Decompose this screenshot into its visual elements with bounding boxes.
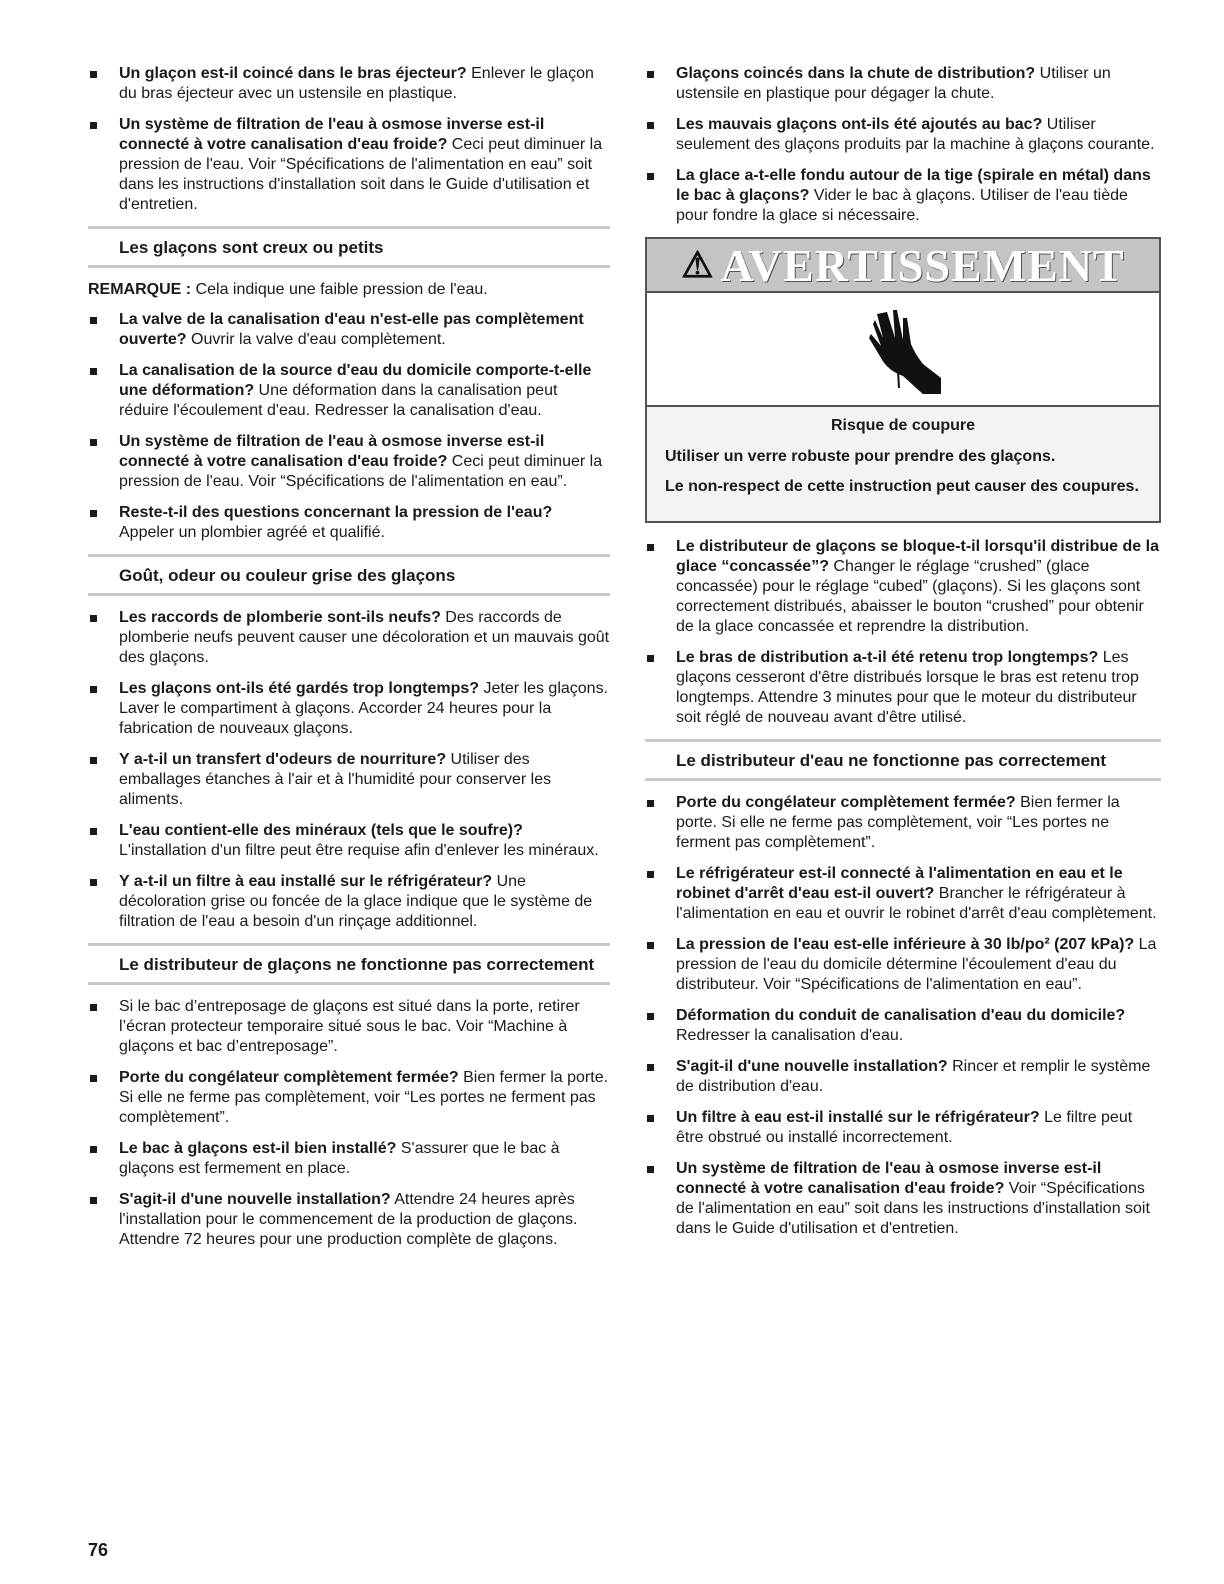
list-item: Porte du congélateur complètement fermée? Bien fermer la porte. Si elle ne ferme pas complètement, voir “Les portes ne ferment pas complètement”. xyxy=(645,793,1161,853)
list-item: Reste-t-il des questions concernant la pression de l'eau? Appeler un plombier agréé et qualifié. xyxy=(88,503,610,543)
warning-box xyxy=(645,237,1161,523)
warning-body xyxy=(647,407,1159,521)
list-item: L'eau contient-elle des minéraux (tels que le soufre)? L'installation d'un filtre peut être requise afin d'enlever les minéraux. xyxy=(88,821,610,861)
section2-list xyxy=(88,608,610,932)
note: REMARQUE : Cela indique une faible pression de l'eau. xyxy=(88,281,488,298)
warning-image xyxy=(647,291,1159,407)
list-item: S'agit-il d'une nouvelle installation? Rincer et remplir le système de distribution d'eau. xyxy=(645,1057,1161,1097)
left-column xyxy=(88,64,610,1261)
list-item: La pression de l'eau est-elle inférieure à 30 lb/po² (207 kPa)? La pression de l'eau du domicile détermine l'écoulement d'eau du distributeur. Voir “Spécifications de l'alimentation en eau”. xyxy=(645,935,1161,995)
list-item: Un glaçon est-il coincé dans le bras éjecteur? Enlever le glaçon du bras éjecteur avec un ustensile en plastique. xyxy=(88,64,610,104)
page-number: 76 xyxy=(88,1540,109,1560)
list-item: Les raccords de plomberie sont-ils neufs? Des raccords de plomberie neufs peuvent causer une décoloration et un mauvais goût des glaçons. xyxy=(88,608,610,668)
list-item: Le réfrigérateur est-il connecté à l'alimentation en eau et le robinet d'arrêt d'eau est-il ouvert? Brancher le réfrigérateur à l'alimentation en eau et ouvrir le robinet d'arrêt d'eau complètement. xyxy=(645,864,1161,924)
list-item: Déformation du conduit de canalisation d'eau du domicile? Redresser la canalisation d'eau. xyxy=(645,1006,1161,1046)
list-item: La valve de la canalisation d'eau n'est-elle pas complètement ouverte? Ouvrir la valve d'eau complètement. xyxy=(88,310,610,350)
list-item: S'agit-il d'une nouvelle installation? Attendre 24 heures après l'installation pour le commencement de la production de glaçons. Attendre 72 heures pour une production complète de glaçons. xyxy=(88,1190,610,1250)
list-item: Le bras de distribution a-t-il été retenu trop longtemps? Les glaçons cesseront d'être distribués lorsque le bras est retenu trop longtemps. Attendre 3 minutes pour que le moteur du distributeur soit réglé de nouveau avant d'être utilisé. xyxy=(645,648,1161,728)
list-item: Un système de filtration de l'eau à osmose inverse est-il connecté à votre canalisation d'eau froide? Ceci peut diminuer la pression de l'eau. Voir “Spécifications de l'alimentation en eau” soit dans les instructions d'installation soit dans le Guide d'utilisation et d'entretien. xyxy=(88,115,610,215)
list-item: Les mauvais glaçons ont-ils été ajoutés au bac? Utiliser seulement des glaçons produits par la machine à glaçons courante. xyxy=(645,115,1161,155)
warning-instruction: Utiliser un verre robuste pour prendre des glaçons. xyxy=(665,448,1056,465)
warning-title: AVERTISSEMENT xyxy=(720,239,1125,291)
list-item: La canalisation de la source d'eau du domicile comporte-t-elle une déformation? Une déformation dans la canalisation peut réduire l'écoulement d'eau. Redresser la canalisation d'eau. xyxy=(88,361,610,421)
warning-triangle-icon: ⚠ xyxy=(681,245,715,285)
list-item: Y a-t-il un filtre à eau installé sur le réfrigérateur? Une décoloration grise ou foncée de la glace indique que le système de filtration de l'eau a besoin d'un rinçage additionnel. xyxy=(88,872,610,932)
list-item: Y a-t-il un transfert d'odeurs de nourriture? Utiliser des emballages étanches à l'air et à l'humidité pour conserver les aliments. xyxy=(88,750,610,810)
section-header-water-dispenser: Le distributeur d'eau ne fonctionne pas correctement xyxy=(645,739,1161,781)
warning-consequence: Le non-respect de cette instruction peut causer des coupures. xyxy=(665,478,1139,495)
list-item: Les glaçons ont-ils été gardés trop longtemps? Jeter les glaçons. Laver le compartiment à glaçons. Accorder 24 heures pour la fabrication de nouveaux glaçons. xyxy=(88,679,610,739)
warning-title-bar xyxy=(647,239,1159,291)
cut-hand-icon xyxy=(863,304,943,394)
section4-list xyxy=(645,793,1161,1239)
section-header-taste-odor: Goût, odeur ou couleur grise des glaçons xyxy=(88,554,610,596)
section-header-ice-dispenser: Le distributeur de glaçons ne fonctionne pas correctement xyxy=(88,943,610,985)
list-item: Le distributeur de glaçons se bloque-t-il lorsqu'il distribue de la glace “concassée”? Changer le réglage “crushed” (glace concassée) pour le réglage “cubed” (glaçons). Si les glaçons sont correctement distribués, abaisser le bouton “crushed” pour obtenir de la glace concassée et reprendre la distribution. xyxy=(645,537,1161,637)
list-item: Porte du congélateur complètement fermée? Bien fermer la porte. Si elle ne ferme pas complètement, voir “Les portes ne ferment pas complètement”. xyxy=(88,1068,610,1128)
right-mid-list xyxy=(645,537,1161,728)
warning-risk: Risque de coupure xyxy=(830,417,976,434)
right-top-list xyxy=(645,64,1161,226)
list-item: Si le bac d’entreposage de glaçons est situé dans la porte, retirer l’écran protecteur temporaire situé sous le bac. Voir “Machine à glaçons et bac d’entreposage”. xyxy=(88,997,610,1057)
left-top-list xyxy=(88,64,610,215)
list-item: Un système de filtration de l'eau à osmose inverse est-il connecté à votre canalisation d'eau froide? Ceci peut diminuer la pression de l'eau. Voir “Spécifications de l'alimentation en eau”. xyxy=(88,432,610,492)
list-item: Glaçons coincés dans la chute de distribution? Utiliser un ustensile en plastique pour dégager la chute. xyxy=(645,64,1161,104)
right-column xyxy=(645,64,1161,1250)
list-item: Le bac à glaçons est-il bien installé? S'assurer que le bac à glaçons est fermement en place. xyxy=(88,1139,610,1179)
list-item: Un système de filtration de l'eau à osmose inverse est-il connecté à votre canalisation d'eau froide? Voir “Spécifications de l'alimentation en eau” soit dans les instructions d'installation soit dans le Guide d'utilisation et d'entretien. xyxy=(645,1159,1161,1239)
list-item: La glace a-t-elle fondu autour de la tige (spirale en métal) dans le bac à glaçons? Vider le bac à glaçons. Utiliser de l'eau tiède pour fondre la glace si nécessaire. xyxy=(645,166,1161,226)
section-header-hollow-ice: Les glaçons sont creux ou petits xyxy=(88,226,610,268)
section1-list xyxy=(88,310,610,543)
section3-list xyxy=(88,997,610,1250)
list-item: Un filtre à eau est-il installé sur le réfrigérateur? Le filtre peut être obstrué ou installé incorrectement. xyxy=(645,1108,1161,1148)
